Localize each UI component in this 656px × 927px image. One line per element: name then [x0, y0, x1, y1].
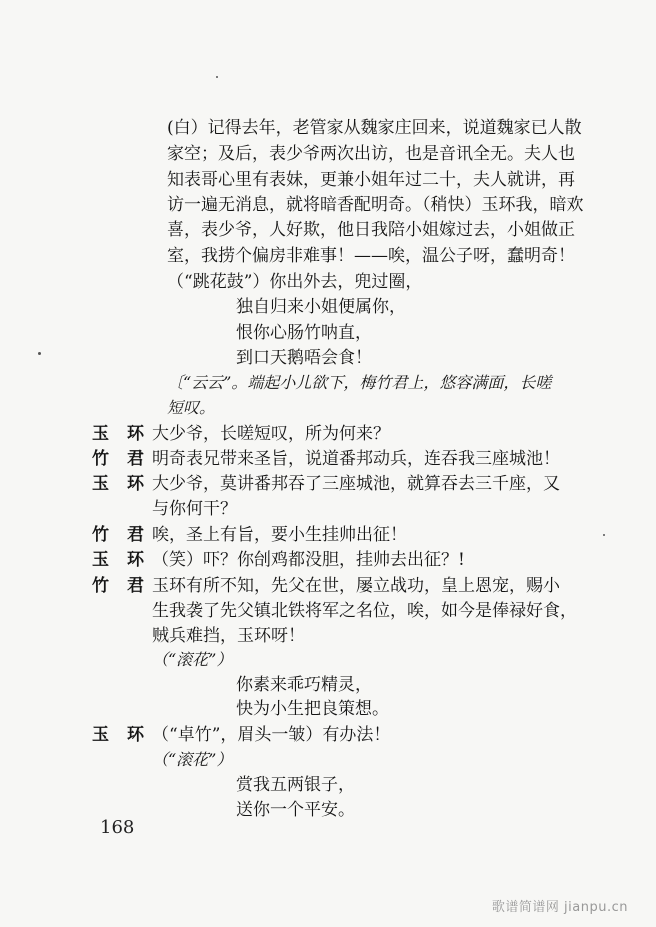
dialogue-line: 玉环有所不知，先父在世，屡立战功，皇上恩宠，赐小	[152, 576, 560, 596]
dialogue-line: 访一遍无消息，就将暗香配明奇。（稍快）玉环我，暗欢	[167, 195, 584, 215]
dialogue-line: 知表哥心里有表妹，更兼小姐年过二十，夫人就讲，再	[167, 170, 575, 190]
speaker-label: 竹君	[92, 449, 162, 469]
dialogue-line: 生我袭了先父镇北铁将军之名位，唉，如今是俸禄好食，	[152, 601, 577, 621]
verse-line: 独自归来小姐便属你，	[236, 297, 406, 317]
speaker-label: 竹君	[92, 576, 162, 596]
song-cue: （“跳花鼓”）你出外去，兜过圈，	[167, 272, 423, 292]
site-watermark: 歌谱简谱网 jianpu.cn	[491, 900, 628, 915]
dialogue-line: 贼兵难挡，玉环呀！	[152, 626, 305, 646]
verse-line: 你素来乖巧精灵，	[236, 675, 372, 695]
scan-speck	[38, 352, 41, 355]
scan-speck	[603, 534, 605, 536]
dialogue-line: 喜，表少爷，人好欺，他日我陪小姐嫁过去，小姐做正	[167, 220, 575, 240]
dialogue-line: 家空；及后，表少爷两次出访，也是音讯全无。夫人也	[167, 144, 575, 164]
speaker-label: 玉环	[92, 550, 162, 570]
dialogue-line: 室，我捞个偏房非难事！——唉，温公子呀，蠢明奇！	[167, 246, 575, 266]
scan-speck	[216, 76, 218, 78]
dialogue-line: （“卓竹”，眉头一皱）有办法！	[152, 725, 391, 745]
verse-line: 送你一个平安。	[236, 800, 355, 820]
dialogue-line: 大少爷，长嗟短叹，所为何来？	[152, 424, 390, 444]
song-cue: （“滚花”）	[152, 650, 233, 669]
speaker-label: 玉环	[92, 474, 162, 494]
dialogue-line: （笑）吓？你刣鸡都没胆，挂帅去出征？!	[152, 550, 465, 570]
dialogue-line: 明奇表兄带来圣旨，说道番邦动兵，连吞我三座城池！	[152, 449, 560, 469]
verse-line: 恨你心肠竹呐直，	[236, 323, 372, 343]
dialogue-line: (白）记得去年，老管家从魏家庄回来，说道魏家已人散	[167, 118, 582, 138]
stage-direction: 〔“云云”。端起小儿欲下，梅竹君上，悠容满面，长嗟	[167, 373, 552, 392]
page-number: 168	[100, 817, 135, 838]
dialogue-line: 与你何干？	[152, 499, 237, 519]
verse-line: 到口天鹅唔会食！	[236, 348, 372, 368]
speaker-label: 玉环	[92, 725, 162, 745]
verse-line: 快为小生把良策想。	[236, 699, 389, 719]
speaker-label: 玉环	[92, 424, 162, 444]
dialogue-line: 大少爷，莫讲番邦吞了三座城池，就算吞去三千座，又	[152, 474, 560, 494]
stage-direction: 短叹。	[167, 398, 216, 417]
speaker-label: 竹君	[92, 525, 162, 545]
verse-line: 赏我五两银子，	[236, 775, 355, 795]
dialogue-line: 唉，圣上有旨，要小生挂帅出征！	[152, 525, 407, 545]
song-cue: （“滚花”）	[152, 750, 233, 769]
